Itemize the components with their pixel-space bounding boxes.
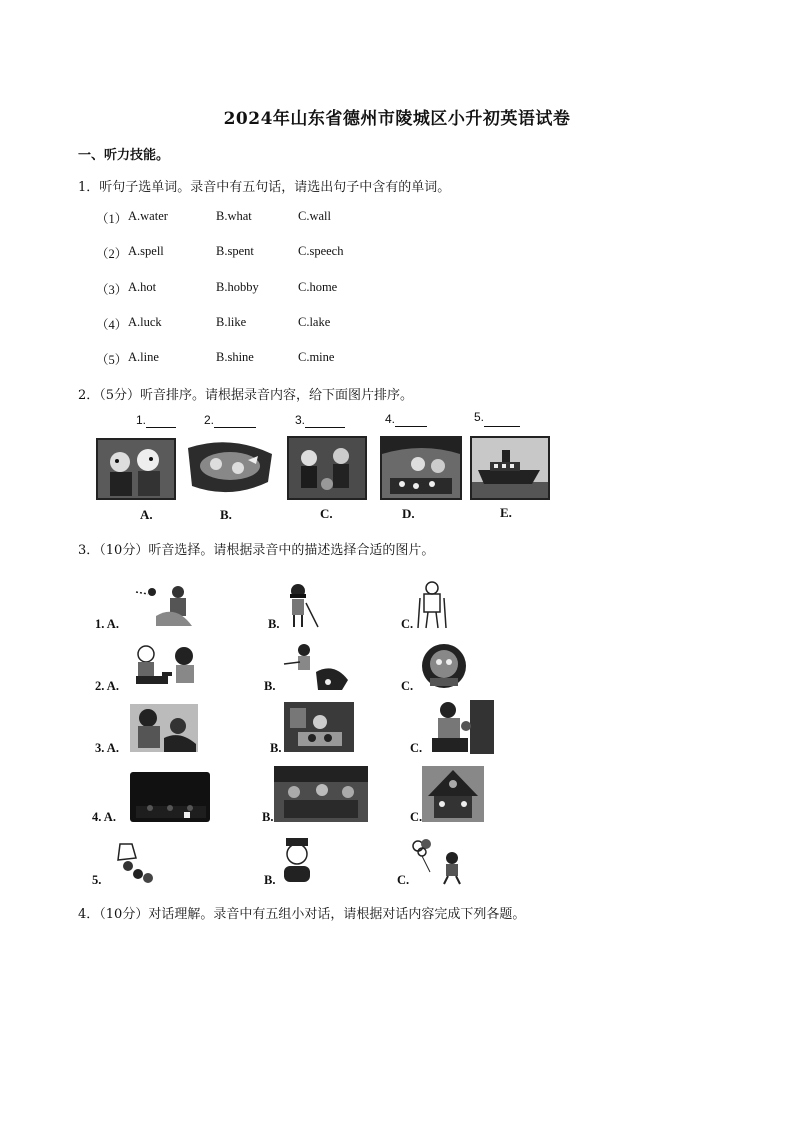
q1-option-c[interactable]: C.home — [298, 280, 338, 294]
q2-blank-label: 3. — [295, 413, 306, 427]
q1-row-number: （3） — [96, 283, 128, 297]
q3-row2-label-b[interactable]: B. — [264, 679, 276, 693]
q1-option-c[interactable]: C.wall — [298, 209, 331, 223]
q1-option-a[interactable]: A.luck — [128, 315, 162, 329]
q3-row3-picture-b — [284, 702, 354, 752]
q3-row5-picture-b — [280, 838, 316, 884]
q2-blank-label: 4. — [385, 412, 396, 426]
q2-answer-blank[interactable] — [214, 427, 256, 428]
q2-blank-label: 5. — [474, 410, 485, 424]
q3-row3-label-a[interactable]: 3. A. — [95, 741, 119, 755]
q2-picture-letter: A. — [140, 507, 153, 522]
q2-blank-label: 2. — [204, 413, 215, 427]
q3-row1-picture-b — [284, 583, 324, 629]
q3-row5-label-c[interactable]: C. — [397, 873, 410, 887]
q3-row3-label-c[interactable]: C. — [410, 741, 423, 755]
q2-blank-label: 1. — [136, 413, 147, 427]
q1-option-a[interactable]: A.hot — [128, 280, 157, 294]
q3-row5-label-a[interactable]: 5. — [92, 873, 102, 887]
q2-picture-letter: D. — [402, 506, 415, 521]
q3-row1-label-c[interactable]: C. — [401, 617, 414, 631]
q3-row4-picture-b — [274, 766, 368, 822]
q2-answer-blank[interactable] — [395, 426, 427, 427]
q2-picture-letter: E. — [500, 505, 512, 520]
q1-row-number: （5） — [96, 353, 128, 367]
q3-row2-label-a[interactable]: 2. A. — [95, 679, 119, 693]
q1-option-c[interactable]: C.speech — [298, 244, 344, 258]
q2-picture-letter: C. — [320, 506, 333, 521]
q2-stem: 2．（5分）听音排序。请根据录音内容，给下面图片排序。 — [78, 388, 414, 403]
q3-row4-label-c[interactable]: C. — [410, 810, 423, 824]
q3-row2-picture-b — [282, 642, 352, 690]
q3-row5-label-b[interactable]: B. — [264, 873, 276, 887]
q1-stem: 1．听句子选单词。录音中有五句话，请选出句子中含有的单词。 — [78, 180, 451, 195]
q3-stem: 3．（10分）听音选择。请根据录音中的描述选择合适的图片。 — [78, 543, 435, 558]
q3-row1-picture-a — [126, 582, 196, 628]
q1-row-number: （2） — [96, 247, 128, 261]
q3-row5-picture-c — [410, 838, 466, 886]
q3-row3-picture-c — [430, 700, 494, 754]
q3-row1-label-b[interactable]: B. — [268, 617, 280, 631]
q1-option-a[interactable]: A.water — [128, 209, 168, 223]
q1-option-b[interactable]: B.spent — [216, 244, 254, 258]
q3-row3-picture-a — [130, 704, 198, 752]
q3-row2-label-c[interactable]: C. — [401, 679, 414, 693]
q1-option-b[interactable]: B.like — [216, 315, 247, 329]
q3-row2-picture-a — [132, 644, 200, 690]
q2-picture-a — [96, 438, 176, 500]
q1-option-c[interactable]: C.mine — [298, 350, 335, 364]
q2-picture-c — [287, 436, 367, 500]
q1-option-b[interactable]: B.shine — [216, 350, 254, 364]
q2-picture-e — [470, 436, 550, 500]
q1-option-b[interactable]: B.hobby — [216, 280, 259, 294]
q3-row4-label-a[interactable]: 4. A. — [92, 810, 116, 824]
q1-option-a[interactable]: A.spell — [128, 244, 164, 258]
q2-picture-letter: B. — [220, 507, 232, 522]
q2-answer-blank[interactable] — [305, 427, 345, 428]
q1-option-c[interactable]: C.lake — [298, 315, 331, 329]
q1-row-number: （4） — [96, 318, 128, 332]
q1-option-a[interactable]: A.line — [128, 350, 159, 364]
q3-row4-picture-a — [130, 772, 210, 822]
q2-answer-blank[interactable] — [146, 427, 176, 428]
page-title: 2024年山东省德州市陵城区小升初英语试卷 — [223, 109, 571, 129]
q3-row2-picture-c — [420, 642, 468, 690]
q3-row3-label-b[interactable]: B. — [270, 741, 282, 755]
q4-stem: 4．（10分）对话理解。录音中有五组小对话，请根据对话内容完成下列各题。 — [78, 907, 526, 922]
q2-answer-blank[interactable] — [484, 426, 520, 427]
q3-row1-picture-c — [414, 580, 450, 630]
section-heading-listening: 一、听力技能。 — [78, 148, 170, 163]
q3-row5-picture-a — [110, 840, 160, 884]
q3-row4-picture-c — [422, 766, 484, 822]
q2-picture-d — [380, 436, 462, 500]
q3-row1-label-a[interactable]: 1. A. — [95, 617, 119, 631]
q2-picture-b — [186, 438, 274, 496]
q3-row4-label-b[interactable]: B. — [262, 810, 274, 824]
q1-option-b[interactable]: B.what — [216, 209, 252, 223]
q1-row-number: （1） — [96, 212, 128, 226]
